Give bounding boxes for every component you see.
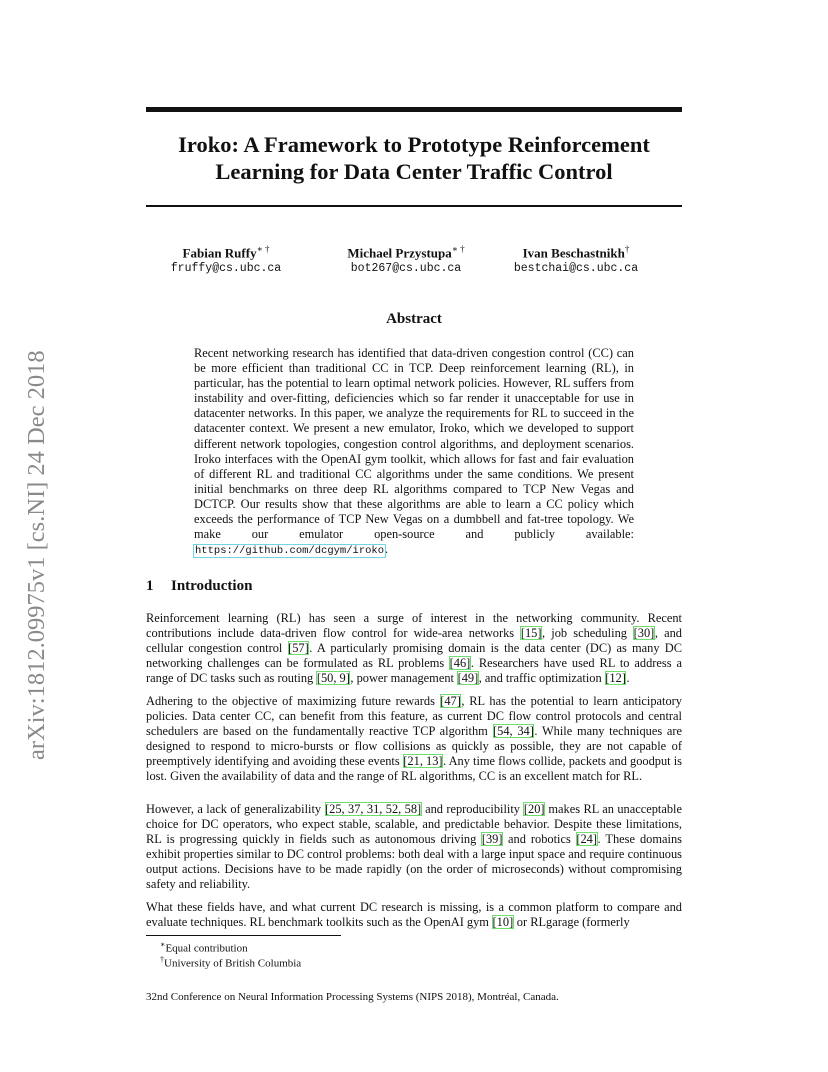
section-number: 1 xyxy=(146,578,154,594)
citation-link[interactable]: [20] xyxy=(523,802,545,816)
author-block xyxy=(146,241,682,277)
abstract-end: . xyxy=(385,542,389,557)
citation-link[interactable]: [49] xyxy=(457,671,479,686)
citation-link[interactable]: [15] xyxy=(520,626,542,641)
footnote-text: University of British Columbia xyxy=(164,957,302,970)
author-name: Fabian Ruffy xyxy=(182,245,257,261)
intro-paragraph xyxy=(146,611,682,686)
author-affiliation-mark: ∗ † xyxy=(451,244,465,254)
author-affiliation-mark: † xyxy=(624,244,630,254)
author-email[interactable]: bot267@cs.ubc.ca xyxy=(350,262,462,276)
citation-link[interactable]: [10] xyxy=(492,915,514,930)
paragraph-text: What these fields have, and what current DC research is missing, is a common platform to compare and evaluate techniques. RL benchmark toolkits such as the OpenAI gym xyxy=(146,900,682,930)
paragraph-text: Adhering to the objective of maximizing future rewards xyxy=(146,694,440,708)
paragraph-text: makes RL an unacceptable choice for DC operators, who expect stable, scalable, and predictable behavior. Despite these limitations, RL is progressing quickly in fields such as autonomous driving xyxy=(146,802,682,847)
footnote-rule xyxy=(146,935,341,936)
citation-link[interactable]: [50, 9] xyxy=(316,671,350,686)
footnote-mark: † xyxy=(160,955,164,964)
section-title: Introduction xyxy=(171,578,253,594)
author-email[interactable]: bestchai@cs.ubc.ca xyxy=(513,262,639,276)
conference-note: 32nd Conference on Neural Information Processing Systems (NIPS 2018), Montréal, Canada. xyxy=(146,991,559,1003)
footnote xyxy=(160,953,301,971)
author xyxy=(476,241,676,277)
paragraph-text: , RL has the potential to learn anticipatory policies. Data center CC, can benefit from this feature, as current DC flow control protocols and central schedulers are based on the fundamentally reactive TCP algorithm xyxy=(146,694,682,739)
paper-title xyxy=(146,131,682,185)
footnote-mark: ∗ xyxy=(160,940,166,949)
paragraph-text: , and traffic optimization xyxy=(478,671,605,686)
paragraph-text: , job scheduling xyxy=(541,626,634,641)
citation-link[interactable]: [54, 34] xyxy=(493,724,534,739)
intro-paragraph xyxy=(146,900,682,930)
intro-paragraph xyxy=(146,802,682,893)
paragraph-text: , and cellular congestion control xyxy=(146,626,682,656)
paragraph-text: . Any time flows collide, packets and goodput is lost. Given the availability of data and the range of RL algorithms, CC is an excellent match for RL. xyxy=(146,754,682,784)
paragraph-text: . These domains exhibit properties similar to DC control problems: both deal with a large input space and require continuous output actions. Decisions have to be made rapidly (on the order of microseconds) without compromising safety and reliability. xyxy=(146,832,682,892)
paragraph-text: . xyxy=(626,671,630,686)
paragraph-text: . While many techniques are designed to respond to micro-bursts or flow collisions as quickly as possible, they are not capable of preemptively identifying and avoiding these events xyxy=(146,724,682,769)
paragraph-text: Reinforcement learning (RL) has seen a surge of interest in the networking community. Recent contributions include data-driven flow control for wide-area networks xyxy=(146,611,682,641)
citation-link[interactable]: [24] xyxy=(576,832,597,847)
author-affiliation-mark: ∗ † xyxy=(256,244,270,254)
author-name: Ivan Beschastnikh xyxy=(522,245,625,261)
citation-link[interactable]: [57] xyxy=(288,641,309,656)
author-name: Michael Przystupa xyxy=(347,245,452,261)
paragraph-text: . A particularly promising domain is the data center (DC) as many DC networking challenges can be formulated as RL problems xyxy=(146,641,682,671)
author-email[interactable]: fruffy@cs.ubc.ca xyxy=(170,262,282,276)
citation-link[interactable]: [47] xyxy=(440,694,461,708)
title-bottom-rule xyxy=(146,205,682,207)
title-line: Iroko: A Framework to Prototype Reinforcement xyxy=(178,132,650,157)
title-line: Learning for Data Center Traffic Control xyxy=(215,159,613,184)
citation-link[interactable]: [21, 13] xyxy=(403,754,443,769)
intro-paragraph xyxy=(146,694,682,785)
citation-link[interactable]: [39] xyxy=(481,832,503,847)
paragraph-text: or RLgarage (formerly xyxy=(513,915,630,930)
author xyxy=(126,241,326,277)
citation-link[interactable]: [12] xyxy=(605,671,626,686)
paragraph-text: . Researchers have used RL to address a range of DC tasks such as routing xyxy=(146,656,682,686)
paragraph-text: , power management xyxy=(350,671,458,686)
arxiv-identifier: arXiv:1812.09975v1 [cs.NI] 24 Dec 2018 xyxy=(23,350,50,760)
github-link[interactable]: https://github.com/dcgym/iroko xyxy=(195,545,385,558)
abstract-text xyxy=(194,346,634,559)
abstract-body: Recent networking research has identified that data-driven congestion control (CC) can be more efficient than traditional CC in TCP. Deep reinforcement learning (RL), in particular, has the potential to learn optimal network policies. However, RL suffers from instability and over-fitting, deficiencies which so far render it unacceptable for use in datacenter networks. In this paper, we analyze the requirements for RL to succeed in the datacenter context. We present a new emulator, Iroko, which we developed to support different network topologies, congestion control algorithms, and deployment scenarios. Iroko interfaces with the OpenAI gym toolkit, which allows for fast and fair evaluation of different RL and traditional CC algorithms under the same conditions. We present initial benchmarks on three deep RL algorithms compared to TCP New Vegas and DCTCP. Our results show that these algorithms are able to learn a CC policy which exceeds the performance of TCP New Vegas on a dumbbell and fat-tree topology. We make our emulator open-source and publicly available: xyxy=(194,346,634,542)
citation-link[interactable]: [25, 37, 31, 52, 58] xyxy=(325,802,422,816)
abstract-heading: Abstract xyxy=(386,311,442,327)
paragraph-text: and robotics xyxy=(502,832,576,847)
paragraph-text: and reproducibility xyxy=(421,802,524,816)
section-heading xyxy=(146,578,252,595)
paragraph-text: However, a lack of generalizability xyxy=(146,802,325,816)
citation-link[interactable]: [46] xyxy=(449,656,471,671)
footnote-text: Equal contribution xyxy=(165,942,248,955)
title-top-rule xyxy=(146,107,682,112)
citation-link[interactable]: [30] xyxy=(633,626,655,641)
